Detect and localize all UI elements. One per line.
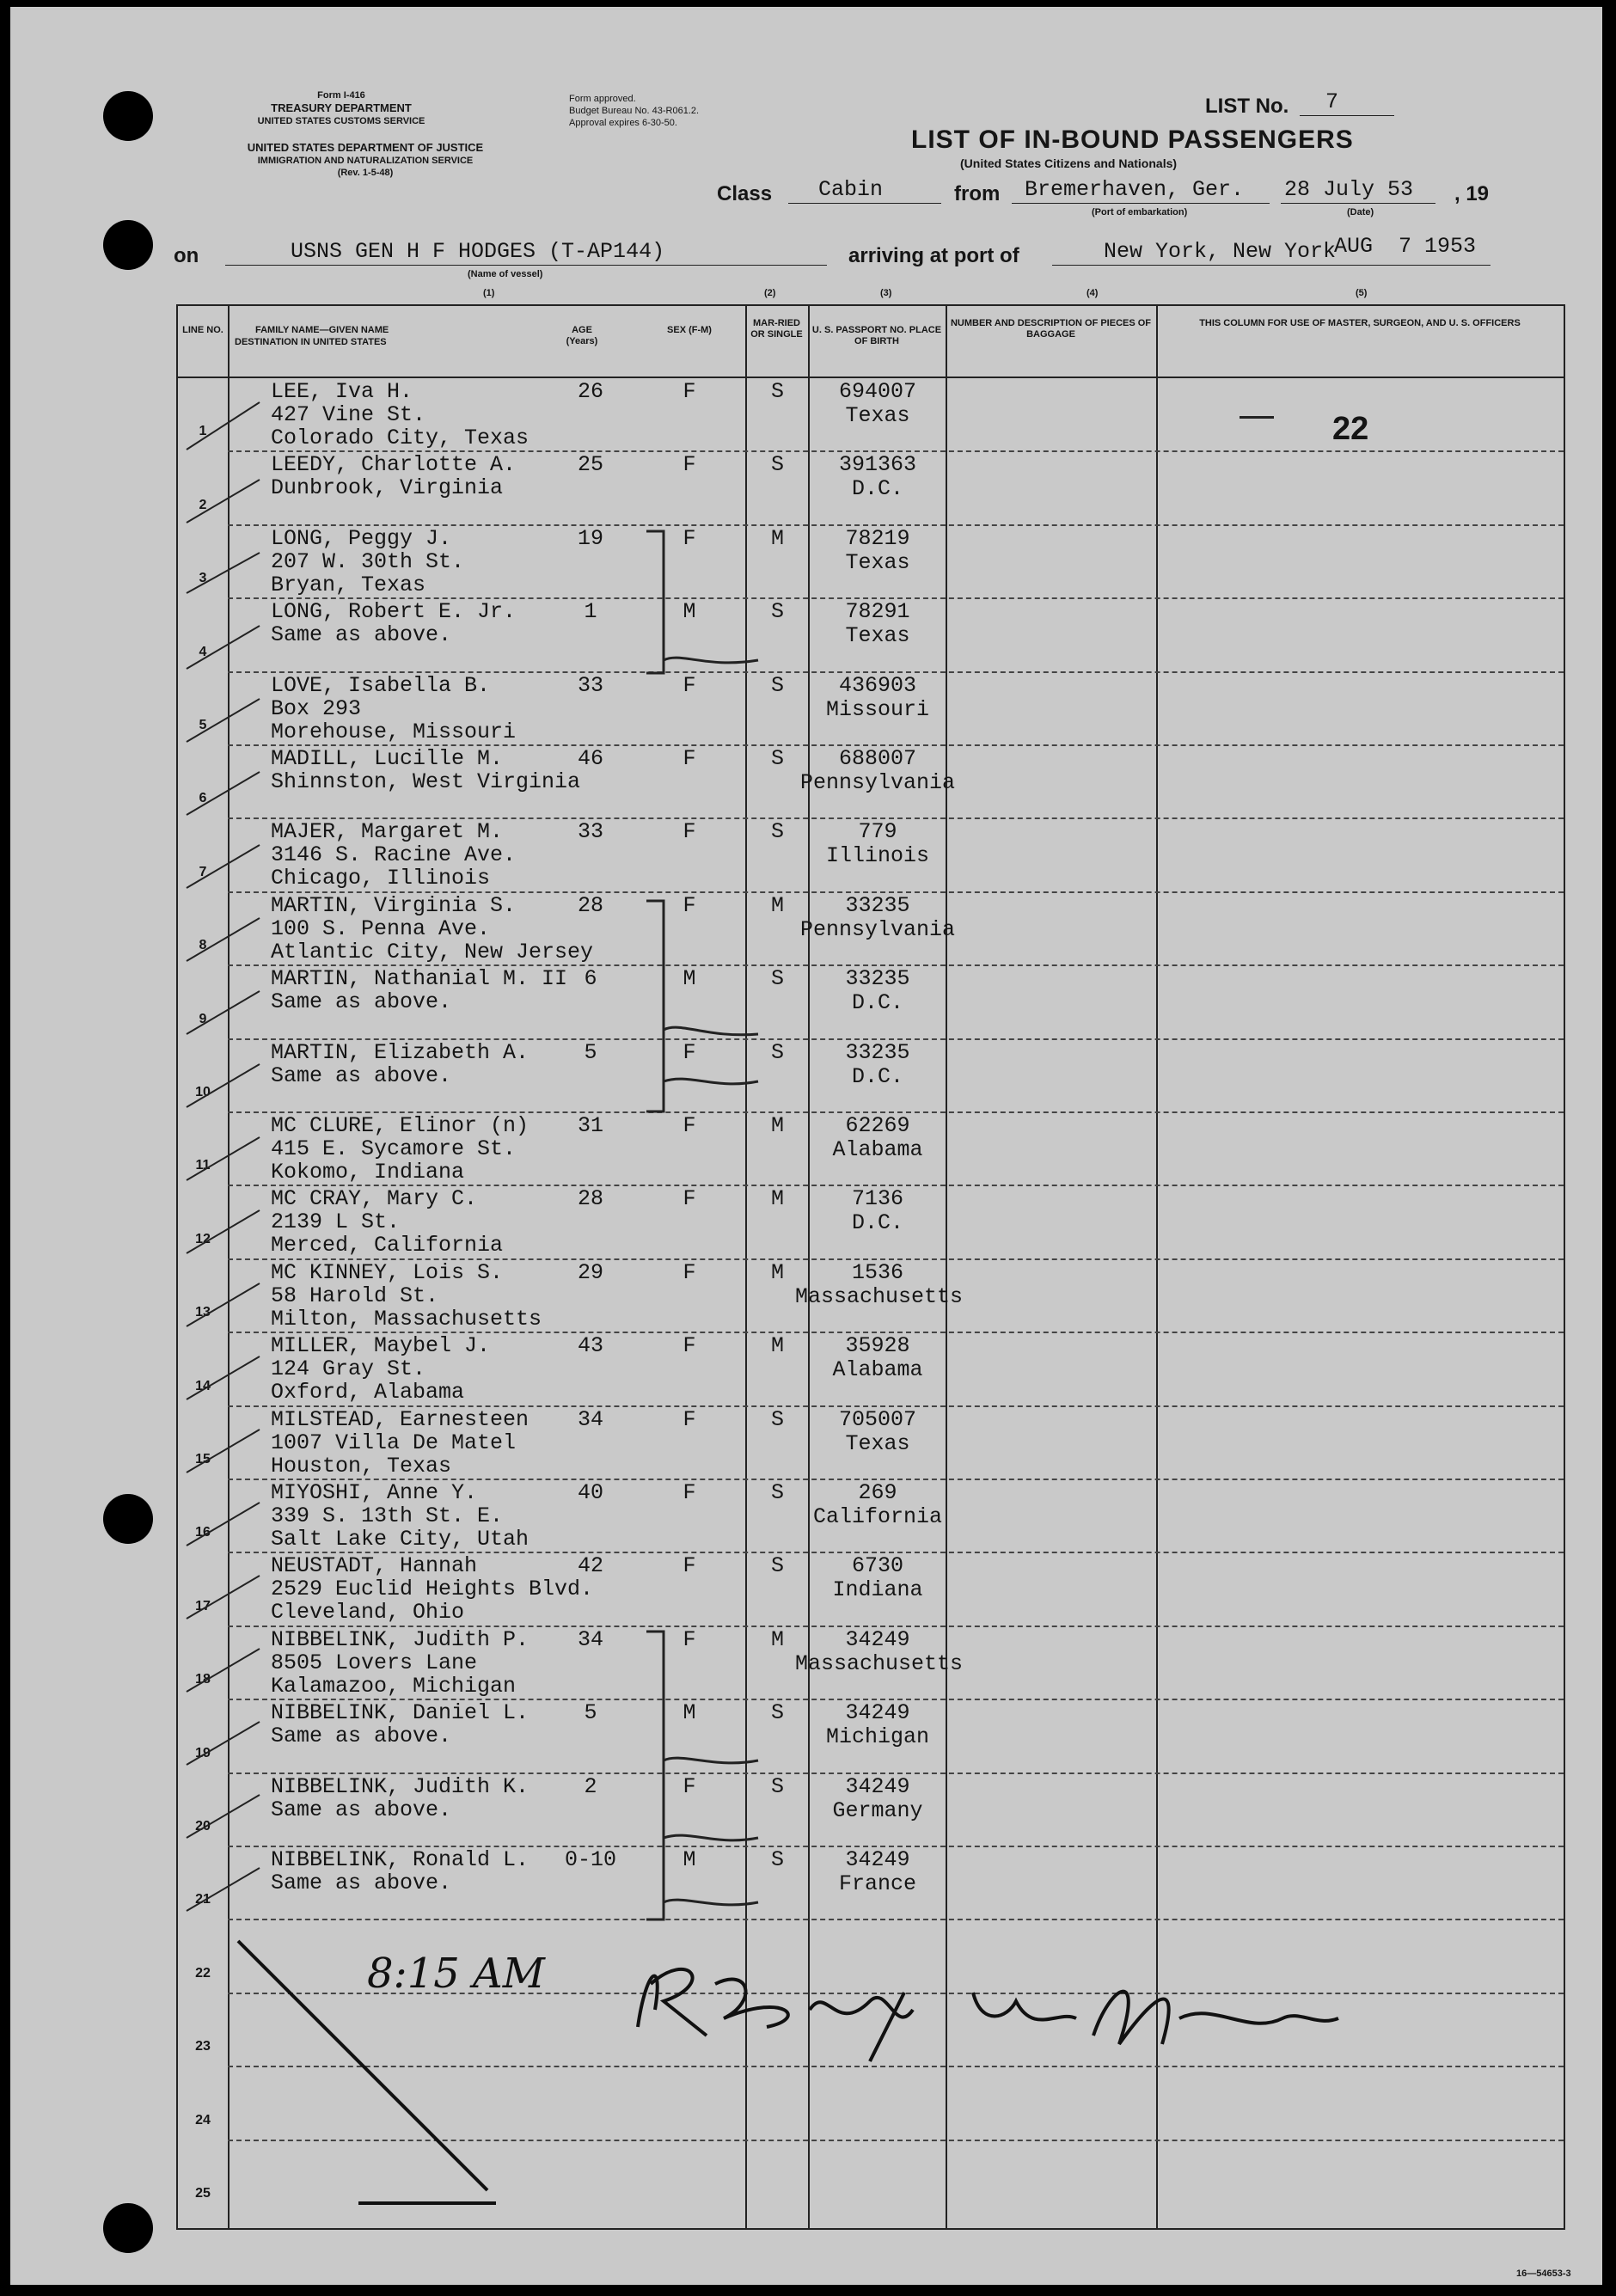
passenger-name: LONG, Robert E. Jr. (271, 599, 517, 625)
line-number: 6 (199, 791, 207, 806)
passenger-name: MIYOSHI, Anne Y. (271, 1480, 478, 1505)
passport-number: 35928 (845, 1333, 910, 1359)
age: 34 (577, 1626, 603, 1652)
destination-line: Shinnston, West Virginia (271, 769, 581, 794)
destination-line: Morehouse, Missouri (271, 719, 517, 744)
row-separator (228, 1919, 1564, 1920)
hdr-married: MAR-RIED OR SINGLE (750, 318, 803, 340)
age: 2 (584, 1773, 597, 1799)
line-number: 23 (195, 2039, 211, 2054)
destination-line: Same as above. (271, 1870, 452, 1895)
destination-line: 8505 Lovers Lane (271, 1650, 478, 1675)
arrival-port: New York, New York (1104, 239, 1337, 264)
sex: F (683, 1113, 696, 1138)
line-number: 25 (195, 2186, 211, 2201)
hdr-sex: SEX (F-M) (667, 325, 712, 335)
approval-block (569, 93, 810, 129)
age: 26 (577, 379, 603, 404)
marital-status: S (770, 819, 784, 845)
line-number: 19 (195, 1745, 211, 1760)
destination-line: Same as above. (271, 1797, 452, 1822)
budget-bureau: Budget Bureau No. 43-R061.2. (569, 106, 700, 116)
passport-number: 269 (858, 1480, 897, 1505)
destination-line: Merced, California (271, 1233, 504, 1258)
justice-block (163, 141, 567, 179)
destination-line: Bryan, Texas (271, 572, 426, 597)
justice-dept: UNITED STATES DEPARTMENT OF JUSTICE (247, 141, 484, 154)
sex: F (683, 1039, 696, 1065)
marital-status: S (770, 1847, 784, 1872)
date-caption: (Date) (1347, 207, 1374, 217)
immigration-service: IMMIGRATION AND NATURALIZATION SERVICE (257, 156, 474, 166)
passport-number: 391363 (838, 452, 916, 478)
port-embark-caption: (Port of embarkation) (1092, 207, 1188, 217)
passport-number: 34249 (845, 1773, 910, 1799)
officer-signature (612, 1932, 1351, 2070)
destination-line: Cleveland, Ohio (271, 1600, 465, 1626)
age: 5 (584, 1039, 597, 1065)
marital-status: S (770, 599, 784, 625)
passenger-name: MC CRAY, Mary C. (271, 1186, 478, 1212)
class-label: Class (717, 182, 773, 205)
place-of-birth: Texas (845, 549, 910, 575)
place-of-birth: Pennsylvania (799, 916, 956, 942)
destination-line: Same as above. (271, 622, 452, 648)
passport-number: 436903 (838, 672, 916, 698)
passenger-name: LONG, Peggy J. (271, 525, 452, 551)
place-of-birth: Pennsylvania (799, 770, 956, 795)
marital-status: M (770, 1186, 784, 1212)
place-of-birth: D.C. (851, 1063, 903, 1089)
passport-number: 34249 (845, 1700, 910, 1726)
list-title: LIST OF IN-BOUND PASSENGERS (911, 126, 1354, 154)
passenger-name: MC KINNEY, Lois S. (271, 1259, 504, 1285)
list-no-value: 7 (1325, 89, 1339, 114)
marital-status: S (770, 966, 784, 992)
passenger-name: MAJER, Margaret M. (271, 819, 504, 845)
row-check-marks (182, 377, 285, 2010)
list-subtitle: (United States Citizens and Nationals) (960, 156, 1178, 170)
sex: F (683, 1259, 696, 1285)
passenger-name: MILLER, Maybel J. (271, 1333, 491, 1359)
destination-line: Houston, Texas (271, 1453, 452, 1479)
destination-line: 124 Gray St. (271, 1356, 426, 1382)
destination-line: 207 W. 30th St. (271, 548, 465, 574)
place-of-birth: Indiana (832, 1577, 923, 1603)
underline (1012, 203, 1270, 204)
passport-number: 688007 (838, 746, 916, 771)
arrival-time: 8:15 AM (367, 1950, 545, 1998)
passport-number: 62269 (845, 1113, 910, 1138)
age: 46 (577, 746, 603, 771)
punch-hole (103, 91, 153, 141)
sex: M (683, 966, 696, 992)
hdr-age: AGE (Years) (566, 325, 598, 346)
place-of-birth: Missouri (825, 696, 930, 722)
passenger-name: MC CLURE, Elinor (n) (271, 1113, 529, 1138)
treasury-dept: TREASURY DEPARTMENT (271, 101, 412, 114)
age: 28 (577, 892, 603, 918)
destination-line: Chicago, Illinois (271, 866, 491, 891)
destination-line: 3146 S. Racine Ave. (271, 842, 517, 868)
marital-status: S (770, 379, 784, 404)
place-of-birth: D.C. (851, 476, 903, 502)
manifest-page (10, 7, 1602, 2285)
place-of-birth: California (812, 1504, 943, 1529)
destination-line: 415 E. Sycamore St. (271, 1136, 517, 1161)
marital-status: S (770, 672, 784, 698)
list-no-label: LIST No. (1205, 95, 1289, 118)
line-number: 24 (195, 2112, 211, 2128)
punch-hole (103, 220, 153, 270)
age: 25 (577, 452, 603, 478)
line-number: 9 (199, 1011, 207, 1026)
destination-line: Box 293 (271, 695, 362, 721)
line-number: 16 (195, 1525, 211, 1540)
hdr-line-no: LINE NO. (182, 325, 223, 335)
sex: F (683, 525, 696, 551)
line-number: 5 (199, 718, 207, 732)
age: 1 (584, 599, 597, 625)
passenger-name: MARTIN, Nathanial M. II (271, 966, 568, 992)
age: 43 (577, 1333, 603, 1359)
place-of-birth: D.C. (851, 990, 903, 1016)
line-number: 3 (199, 571, 207, 586)
line-number: 12 (195, 1231, 211, 1246)
line-number: 4 (199, 644, 207, 659)
form-id-block (238, 89, 444, 127)
passenger-name: NIBBELINK, Judith P. (271, 1626, 529, 1652)
passenger-name: NIBBELINK, Daniel L. (271, 1700, 529, 1726)
line-number: 20 (195, 1819, 211, 1834)
line-number: 8 (199, 938, 207, 953)
marital-status: M (770, 1259, 784, 1285)
class-value: Cabin (818, 177, 884, 202)
age: 33 (577, 672, 603, 698)
destination-line: Salt Lake City, Utah (271, 1527, 529, 1552)
passenger-name: MADILL, Lucille M. (271, 746, 504, 771)
sex: F (683, 819, 696, 845)
place-of-birth: Texas (845, 403, 910, 428)
underline (788, 203, 941, 204)
destination-line: Atlantic City, New Jersey (271, 939, 594, 964)
passenger-name: NIBBELINK, Judith K. (271, 1773, 529, 1799)
sex: F (683, 1553, 696, 1579)
underline (225, 265, 827, 266)
destination-line: Colorado City, Texas (271, 426, 529, 450)
line-number: 13 (195, 1305, 211, 1320)
marital-status: S (770, 1553, 784, 1579)
underline (1281, 203, 1435, 204)
date-value: 28 July 53 (1284, 177, 1414, 202)
sex: F (683, 1333, 696, 1359)
destination-line: Oxford, Alabama (271, 1380, 465, 1405)
colnum-1: (1) (483, 288, 495, 298)
line-number: 11 (195, 1158, 211, 1173)
hdr-family-name: FAMILY NAME—GIVEN NAME (255, 325, 389, 335)
colnum-5: (5) (1356, 288, 1368, 298)
line-number: 14 (195, 1378, 211, 1393)
passport-number: 34249 (845, 1847, 910, 1872)
destination-line: 2529 Euclid Heights Blvd. (271, 1577, 594, 1602)
sex: F (683, 379, 696, 404)
sex: M (683, 1847, 696, 1872)
sex: F (683, 452, 696, 478)
passenger-name: LOVE, Isabella B. (271, 672, 491, 698)
arriving-label: arriving at port of (848, 244, 1019, 267)
punch-hole (103, 1494, 153, 1544)
sex: F (683, 1773, 696, 1799)
passport-number: 6730 (851, 1553, 903, 1579)
line-number: 15 (195, 1452, 211, 1466)
place-of-birth: France (838, 1871, 916, 1896)
sex: F (683, 746, 696, 771)
marital-status: S (770, 746, 784, 771)
revision: (Rev. 1-5-48) (337, 168, 394, 178)
sex: M (683, 1700, 696, 1726)
place-of-birth: Michigan (825, 1724, 930, 1750)
age: 19 (577, 525, 603, 551)
destination-line: Kalamazoo, Michigan (271, 1673, 517, 1699)
print-code: 16—54653-3 (1516, 2268, 1571, 2279)
form-number: Form I-416 (317, 90, 365, 101)
place-of-birth: Germany (832, 1797, 923, 1823)
destination-line: 58 Harold St. (271, 1283, 439, 1308)
age: 5 (584, 1700, 597, 1726)
passenger-name: LEEDY, Charlotte A. (271, 452, 517, 478)
passenger-name: MARTIN, Elizabeth A. (271, 1039, 529, 1065)
passport-number: 34249 (845, 1626, 910, 1652)
place-of-birth: Texas (845, 623, 910, 649)
place-of-birth: Texas (845, 1430, 910, 1456)
marital-status: M (770, 1626, 784, 1652)
destination-line: Same as above. (271, 1724, 452, 1749)
sex: F (683, 1480, 696, 1505)
punch-hole (103, 2203, 153, 2253)
age: 34 (577, 1406, 603, 1432)
marital-status: M (770, 525, 784, 551)
passenger-name: LEE, Iva H. (271, 379, 413, 404)
destination-line: Kokomo, Indiana (271, 1160, 465, 1185)
destination-line: Same as above. (271, 1062, 452, 1088)
passport-number: 78219 (845, 525, 910, 551)
line-number: 7 (199, 864, 207, 879)
destination-line: 100 S. Penna Ave. (271, 915, 491, 941)
age: 6 (584, 966, 597, 992)
vessel-name: USNS GEN H F HODGES (T-AP144) (291, 239, 665, 264)
passport-number: 33235 (845, 1039, 910, 1065)
age: 42 (577, 1553, 603, 1579)
age: 29 (577, 1259, 603, 1285)
marital-status: M (770, 892, 784, 918)
marital-status: M (770, 1333, 784, 1359)
sex: F (683, 672, 696, 698)
line-number: 17 (195, 1598, 211, 1613)
passport-number: 694007 (838, 379, 916, 404)
hdr-passport: U. S. PASSPORT NO. PLACE OF BIRTH (811, 325, 942, 346)
vessel-caption: (Name of vessel) (468, 269, 543, 279)
passenger-name: NIBBELINK, Ronald L. (271, 1847, 529, 1872)
age: 31 (577, 1113, 603, 1138)
destination-line: Milton, Massachusetts (271, 1306, 542, 1332)
destination-line: 339 S. 13th St. E. (271, 1503, 504, 1528)
underline (1300, 115, 1394, 116)
age: 40 (577, 1480, 603, 1505)
passport-number: 7136 (851, 1186, 903, 1212)
passenger-name: NEUSTADT, Hannah (271, 1553, 478, 1579)
passport-number: 33235 (845, 966, 910, 992)
note-dash (1240, 416, 1274, 419)
hdr-destination: DESTINATION IN UNITED STATES (235, 337, 387, 347)
marital-status: S (770, 1039, 784, 1065)
age: 28 (577, 1186, 603, 1212)
destination-line: Dunbrook, Virginia (271, 475, 504, 501)
arrival-date: AUG 7 1953 (1334, 234, 1477, 259)
marital-status: S (770, 1773, 784, 1799)
colnum-4: (4) (1087, 288, 1099, 298)
destination-line: 1007 Villa De Matel (271, 1430, 517, 1455)
place-of-birth: Alabama (832, 1357, 923, 1383)
destination-line: 427 Vine St. (271, 402, 426, 427)
marital-status: M (770, 1113, 784, 1138)
year-prefix: , 19 (1454, 182, 1490, 205)
marital-status: S (770, 452, 784, 478)
marital-status: S (770, 1700, 784, 1726)
age: 33 (577, 819, 603, 845)
passport-number: 779 (858, 819, 897, 845)
destination-line: 2139 L St. (271, 1209, 401, 1235)
from-value: Bremerhaven, Ger. (1025, 177, 1245, 202)
sex: M (683, 599, 696, 625)
marital-status: S (770, 1480, 784, 1505)
place-of-birth: Massachusetts (795, 1283, 964, 1309)
passenger-name: MILSTEAD, Earnesteen (271, 1406, 529, 1432)
place-of-birth: Alabama (832, 1137, 923, 1162)
sex: F (683, 1626, 696, 1652)
on-label: on (174, 244, 199, 267)
passport-number: 1536 (851, 1259, 903, 1285)
place-of-birth: Illinois (825, 843, 930, 869)
colnum-3: (3) (880, 288, 892, 298)
hdr-officers: THIS COLUMN FOR USE OF MASTER, SURGEON, AND U. S. OFFICERS (1199, 318, 1521, 328)
passenger-name: MARTIN, Virginia S. (271, 892, 517, 918)
customs-service: UNITED STATES CUSTOMS SERVICE (257, 116, 425, 126)
family-brackets (629, 523, 767, 1932)
sex: F (683, 892, 696, 918)
line-number: 21 (195, 1892, 211, 1907)
place-of-birth: D.C. (851, 1210, 903, 1236)
line-number: 2 (199, 497, 207, 512)
sex: F (683, 1406, 696, 1432)
age: 0-10 (564, 1847, 616, 1872)
colnum-2: (2) (764, 288, 776, 298)
form-approved: Form approved. (569, 94, 636, 104)
hdr-baggage: NUMBER AND DESCRIPTION OF PIECES OF BAGGAGE (950, 318, 1152, 340)
passport-number: 705007 (838, 1406, 916, 1432)
line-number: 10 (195, 1085, 211, 1099)
header-rule (178, 377, 1564, 378)
line-number: 22 (195, 1965, 211, 1981)
underline (1052, 265, 1491, 266)
line-number: 18 (195, 1672, 211, 1687)
marital-status: S (770, 1406, 784, 1432)
passport-number: 78291 (845, 599, 910, 625)
sex: F (683, 1186, 696, 1212)
place-of-birth: Massachusetts (795, 1650, 964, 1676)
approval-expires: Approval expires 6-30-50. (569, 118, 677, 128)
from-label: from (954, 182, 1001, 205)
destination-line: Same as above. (271, 989, 452, 1015)
line-number: 1 (199, 424, 207, 439)
officer-count: 22 (1332, 411, 1369, 447)
passport-number: 33235 (845, 892, 910, 918)
